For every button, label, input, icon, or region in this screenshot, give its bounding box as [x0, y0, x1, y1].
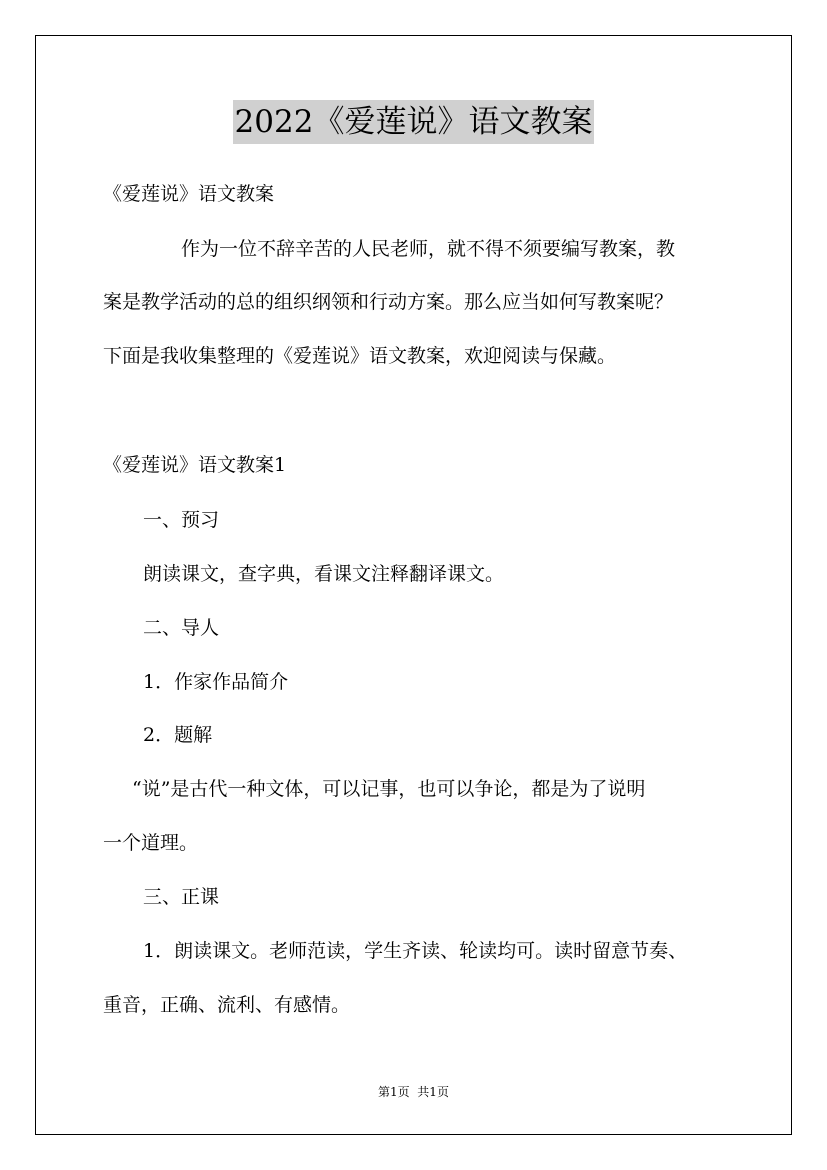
heading-main-lesson: 三、正课: [143, 886, 220, 908]
paragraph-shuo-line-2: 一个道理。: [103, 832, 199, 854]
intro-line-1: 作为一位不辞辛苦的人民老师，就不得不须要编写教案，教: [181, 238, 676, 260]
heading-introduction: 二、导人: [143, 617, 220, 639]
intro-line-2: 案是教学活动的总的组织纲领和行动方案。那么应当如何写教案呢？: [103, 291, 674, 313]
paragraph-shuo-line-1: “说”是古代一种文体，可以记事，也可以争论，都是为了说明: [132, 778, 646, 800]
title-container: [0, 100, 827, 144]
heading-preview: 一、预习: [143, 509, 220, 531]
paragraph-preview: 朗读课文，查字典，看课文注释翻译课文。: [143, 563, 505, 585]
list-item-title-explanation: 2．题解: [143, 724, 213, 746]
list-item-reading-line-2: 重音，正确、流利、有感情。: [103, 994, 351, 1016]
list-item-author: 1．作家作品简介: [143, 671, 289, 693]
section-title: 《爱莲说》语文教案1: [103, 454, 287, 476]
document-subtitle: 《爱莲说》语文教案: [103, 183, 275, 205]
document-title: 2022《爱莲说》语文教案: [233, 100, 595, 144]
page-footer: 第1页 共1页: [378, 1085, 449, 1099]
intro-line-3: 下面是我收集整理的《爱莲说》语文教案，欢迎阅读与保藏。: [103, 345, 617, 367]
list-item-reading-line-1: 1．朗读课文。老师范读，学生齐读、轮读均可。读时留意节奏、: [143, 940, 688, 962]
